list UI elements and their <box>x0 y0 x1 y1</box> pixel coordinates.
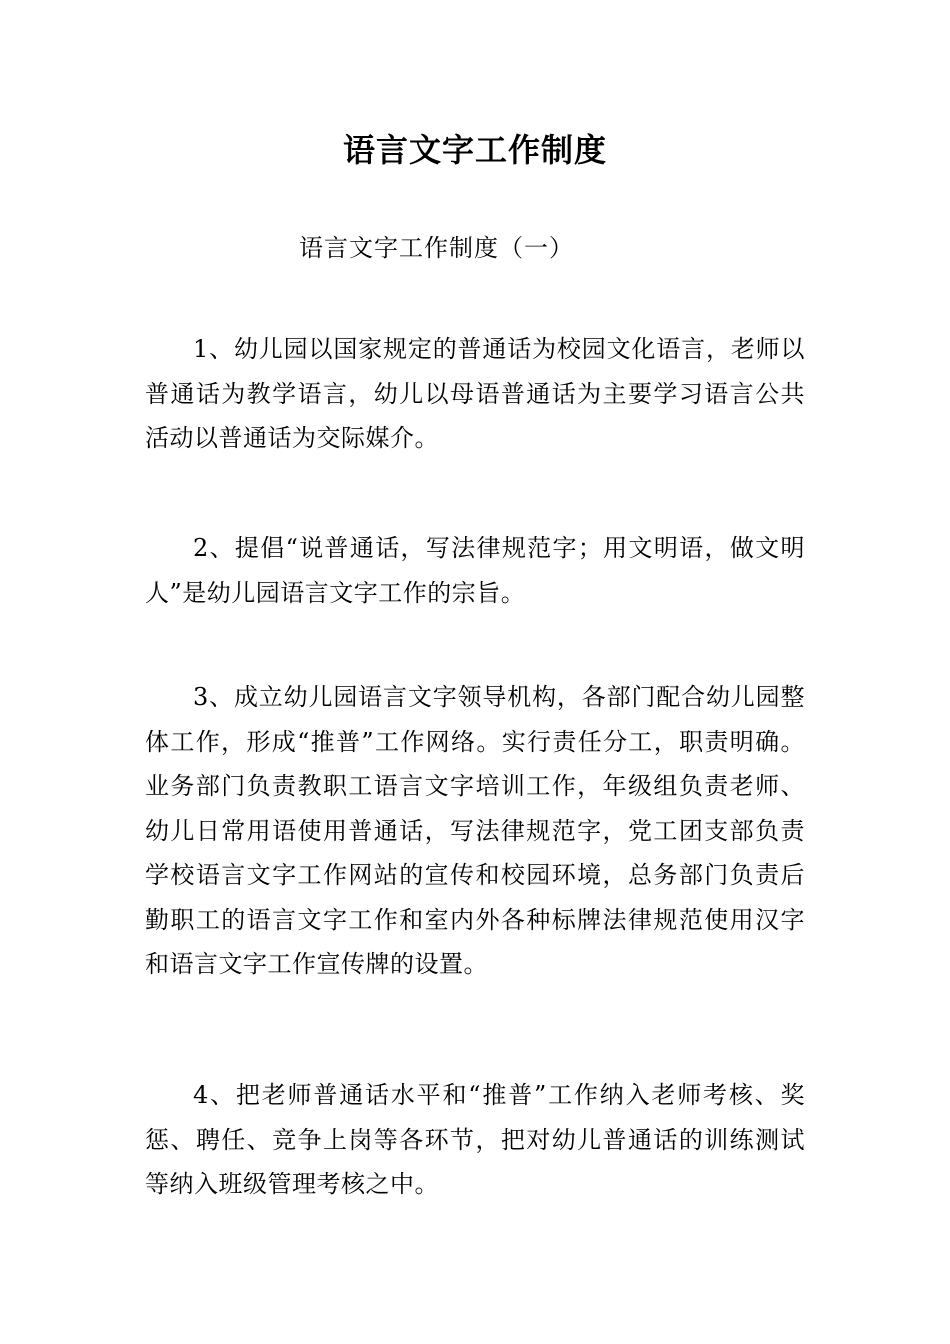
document-title: 语言文字工作制度 <box>342 131 607 169</box>
paragraph-4: 4、把老师普通话水平和“推普”工作纳入老师考核、奖惩、聘任、竞争上岗等各环节，把对幼儿普通话的训练测试等纳入班级管理考核之中。 <box>145 1081 805 1198</box>
paragraph-1: 1、幼儿园以国家规定的普通话为校园文化语言，老师以普通话为教学语言，幼儿以母语普通话为主要学习语言公共活动以普通话为交际媒介。 <box>145 335 805 452</box>
paragraph-2: 2、提倡“说普通话，写法律规范字；用文明语，做文明人”是幼儿园语言文字工作的宗旨。 <box>145 534 805 607</box>
paragraph-3: 3、成立幼儿园语言文字领导机构，各部门配合幼儿园整体工作，形成“推普”工作网络。实行责任分工，职责明确。业务部门负责教职工语言文字培训工作，年级组负责老师、幼儿日常用语使用普通话，写法律规范字，党工团支部负责学校语言文字工作网站的宣传和校园环境，总务部门负责后勤职工的语言文字工作和室内外各种标牌法律规范使用汉字和语言文字工作宣传牌的设置。 <box>145 683 805 978</box>
document-subtitle: 语言文字工作制度（一） <box>299 234 574 262</box>
